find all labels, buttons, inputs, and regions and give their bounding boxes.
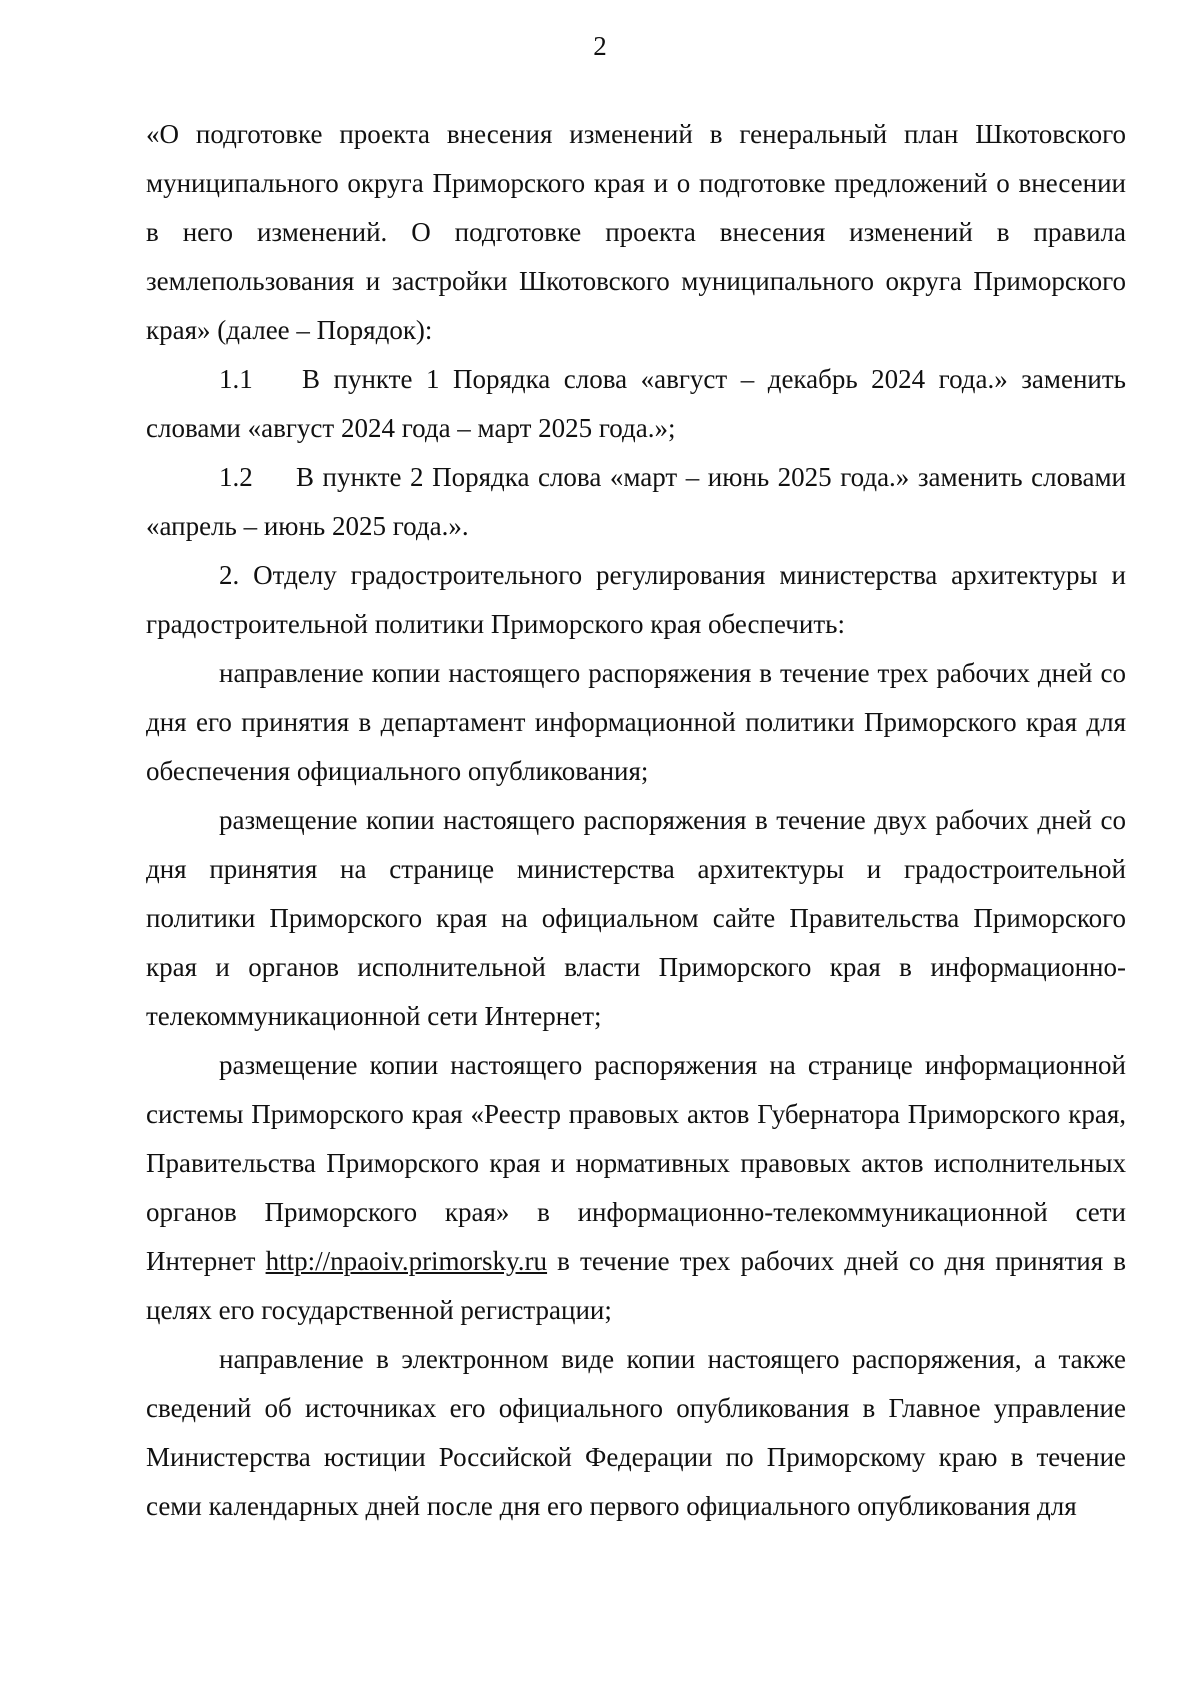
paragraph-send-ministry: направление в электронном виде копии настоящего распоряжения, а также сведений об источниках его официального опубликования в Главное управление Министерства юстиции Российской Федерации по Приморскому краю в течение семи календарных дней после дня его первого официального опубликования для bbox=[146, 1344, 1126, 1521]
paragraph-send-copy: направление копии настоящего распоряжения в течение трех рабочих дней со дня его принятия в департамент информационной политики Приморского края для обеспечения официального опубликования; bbox=[146, 658, 1126, 786]
item-text-1-2: В пункте 2 Порядка слова «март – июнь 2025 года.» заменить словами «апрель – июнь 2025 года.». bbox=[146, 462, 1126, 541]
page-number: 2 bbox=[593, 31, 607, 61]
paragraph-item-1-1 bbox=[146, 355, 1126, 453]
item-number-1-2: 1.2 bbox=[219, 462, 253, 492]
paragraph-publish-registry bbox=[146, 1041, 1126, 1335]
document-body bbox=[146, 110, 1126, 1531]
item-number-1-1: 1.1 bbox=[219, 364, 253, 394]
registry-text: размещение копии настоящего распоряжения на странице информационной системы Приморского края «Реестр правовых актов Губернатора Приморского края, Правительства Приморского края и нормативных правовых актов исполнительных органов Приморского края» в информационно-телекоммуникационной сети Интернет bbox=[146, 1050, 1126, 1276]
paragraph-publish-site: размещение копии настоящего распоряжения в течение двух рабочих дней со дня принятия на странице министерства архитектуры и градостроительной политики Приморского края на официальном сайте Правительства Приморского края и органов исполнительной власти Приморского края в информационно-телекоммуникационной сети Интернет; bbox=[146, 805, 1126, 1031]
paragraph-order-title: «О подготовке проекта внесения изменений в генеральный план Шкотовского муниципального округа Приморского края и о подготовке предложений о внесении в него изменений. О подготовке проекта внесения изменений в правила землепользования и застройки Шкотовского муниципального округа Приморского края» (далее – Порядок): bbox=[146, 119, 1126, 345]
paragraph-item-1-2 bbox=[146, 453, 1126, 551]
paragraph-item-2: 2. Отделу градостроительного регулирования министерства архитектуры и градостроительной политики Приморского края обеспечить: bbox=[146, 560, 1126, 639]
registry-tail: в течение трех рабочих дней со дня принятия в целях его государственной регистрации; bbox=[146, 1246, 1126, 1325]
registry-link[interactable]: http://npaoiv.primorsky.ru bbox=[265, 1246, 548, 1276]
item-text-1-1: В пункте 1 Порядка слова «август – декабрь 2024 года.» заменить словами «август 2024 года – март 2025 года.»; bbox=[146, 364, 1126, 443]
